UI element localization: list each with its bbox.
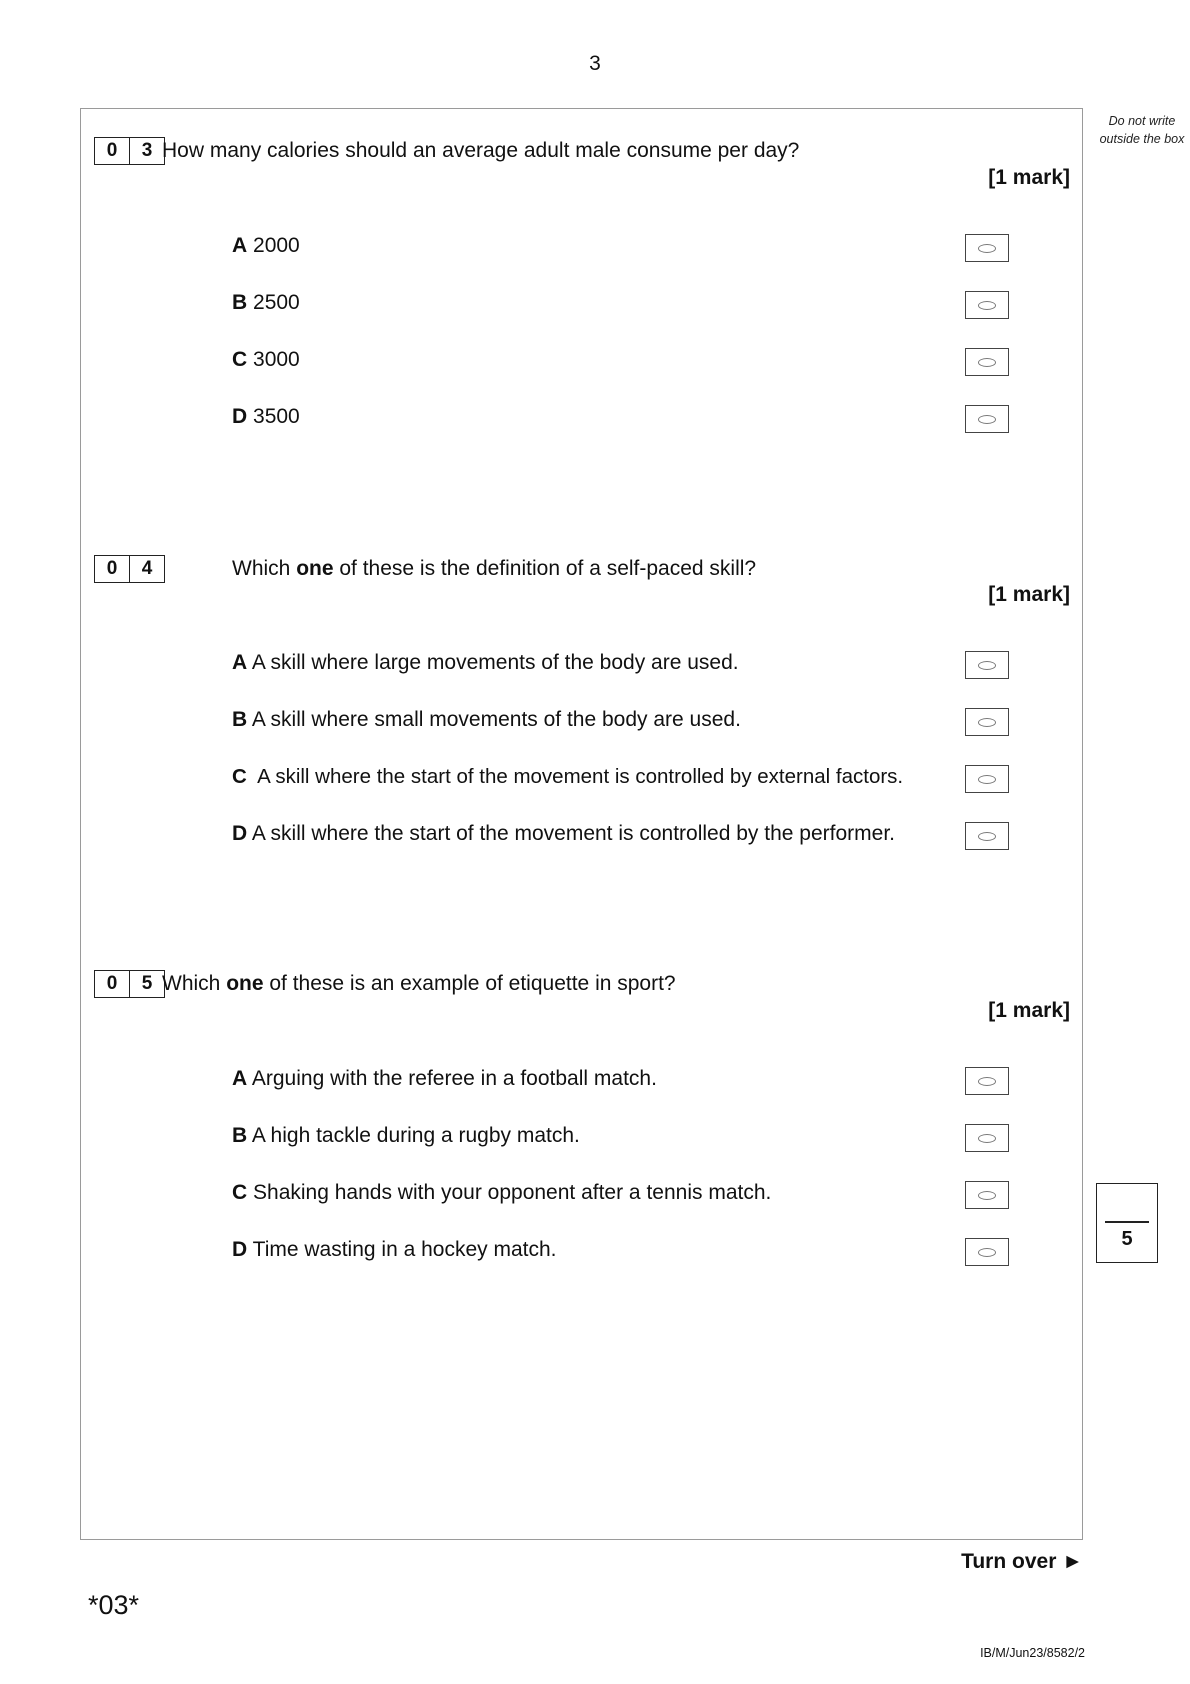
question-number-box [94, 970, 165, 998]
lozenge-icon [978, 358, 996, 367]
lozenge-icon [978, 1077, 996, 1086]
answer-lozenge[interactable] [965, 405, 1009, 433]
lozenge-icon [978, 301, 996, 310]
score-value: 5 [1121, 1228, 1133, 1250]
option-label: C A skill where the start of the movement is controlled by external factors. [232, 765, 904, 788]
question-digit: 0 [106, 973, 118, 994]
answer-lozenge[interactable] [965, 1181, 1009, 1209]
lozenge-icon [978, 1248, 996, 1257]
question-number-box [94, 555, 165, 583]
question-digit: 5 [129, 971, 164, 997]
marks-label: [1 mark] [988, 583, 1070, 606]
answer-lozenge[interactable] [965, 1124, 1009, 1152]
answer-lozenge[interactable] [965, 822, 1009, 850]
lozenge-icon [978, 1191, 996, 1200]
lozenge-icon [978, 661, 996, 670]
lozenge-icon [978, 775, 996, 784]
answer-lozenge[interactable] [965, 348, 1009, 376]
reference-code: IB/M/Jun23/8582/2 [980, 1646, 1085, 1660]
marks-label: [1 mark] [988, 999, 1070, 1022]
turn-over-label: Turn over ► [961, 1550, 1083, 1573]
question-number-box [94, 137, 165, 165]
score-box [1096, 1183, 1158, 1263]
option-label: D Time wasting in a hockey match. [232, 1238, 557, 1261]
answer-lozenge[interactable] [965, 1067, 1009, 1095]
answer-lozenge[interactable] [965, 708, 1009, 736]
question-text: Which one of these is the definition of a self-paced skill? [232, 557, 757, 580]
answer-lozenge[interactable] [965, 1238, 1009, 1266]
lozenge-icon [978, 244, 996, 253]
answer-lozenge[interactable] [965, 651, 1009, 679]
option-label: C Shaking hands with your opponent after a tennis match. [232, 1181, 772, 1204]
option-label: B 2500 [232, 291, 300, 314]
marks-label: [1 mark] [988, 166, 1070, 189]
option-label: B A skill where small movements of the body are used. [232, 708, 741, 731]
lozenge-icon [978, 832, 996, 841]
option-label: C 3000 [232, 348, 300, 371]
question-text: How many calories should an average adult male consume per day? [162, 139, 800, 162]
page-code: *03* [88, 1590, 140, 1620]
question-digit: 0 [106, 558, 118, 579]
answer-lozenge[interactable] [965, 291, 1009, 319]
option-label: A 2000 [232, 234, 300, 257]
lozenge-icon [978, 415, 996, 424]
question-text: Which one of these is an example of etiquette in sport? [162, 972, 676, 995]
option-label: B A high tackle during a rugby match. [232, 1124, 580, 1147]
margin-note: Do not write outside the box [1099, 114, 1185, 146]
score-divider [1105, 1221, 1149, 1223]
lozenge-icon [978, 718, 996, 727]
answer-lozenge[interactable] [965, 765, 1009, 793]
option-label: A A skill where large movements of the body are used. [232, 651, 739, 674]
option-label: D A skill where the start of the movement is controlled by the performer. [232, 822, 895, 845]
lozenge-icon [978, 1134, 996, 1143]
question-digit: 4 [129, 556, 164, 582]
option-label: A Arguing with the referee in a football match. [232, 1067, 657, 1090]
page-number: 3 [589, 52, 601, 75]
question-digit: 3 [129, 138, 164, 164]
question-digit: 0 [106, 140, 118, 161]
answer-lozenge[interactable] [965, 234, 1009, 262]
option-label: D 3500 [232, 405, 300, 428]
